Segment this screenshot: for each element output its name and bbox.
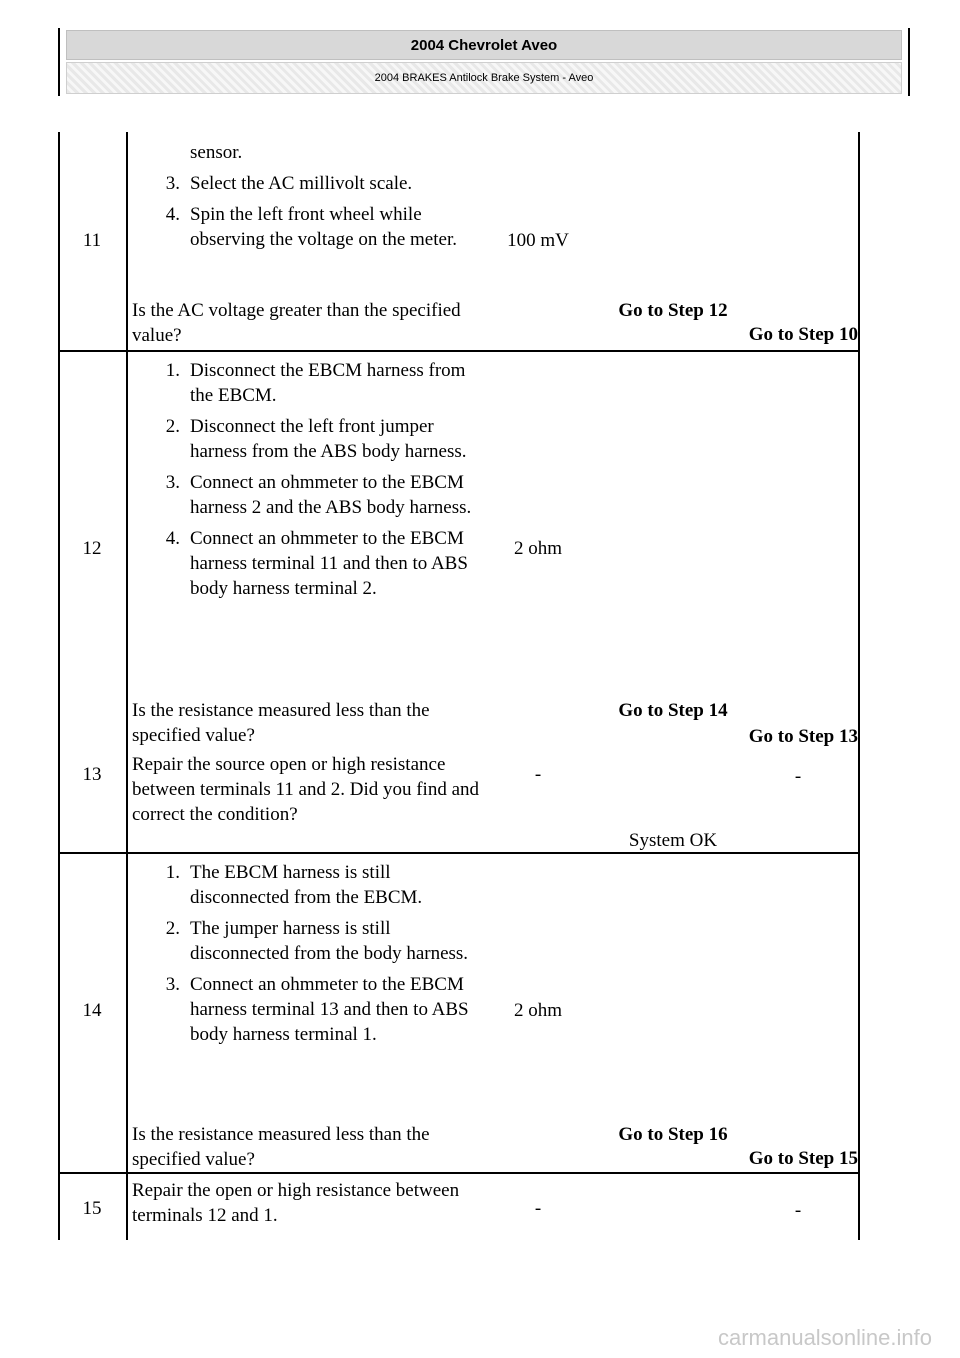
- action-item: 4. Spin the left front wheel while observing the voltage on the meter.: [165, 204, 457, 250]
- no-action: Go to Step 10: [748, 324, 858, 345]
- table-border-right: [858, 132, 860, 1240]
- action-item: 4. Connect an ohmmeter to the EBCM harness terminal 11 and then to ABS body harness terminal 2.: [165, 528, 468, 599]
- yes-action: Go to Step 14: [618, 700, 728, 721]
- action-list: [132, 860, 478, 1053]
- document-title: 2004 Chevrolet Aveo: [66, 30, 902, 60]
- action-item: 1. Disconnect the EBCM harness from the EBCM.: [165, 360, 466, 406]
- action-item: sensor.: [190, 142, 243, 163]
- yes-action: System OK: [628, 830, 718, 851]
- no-action: -: [794, 1200, 802, 1221]
- action-item: 3. Connect an ohmmeter to the EBCM harness terminal 13 and then to ABS body harness terminal 1.: [165, 974, 469, 1045]
- step-question: Is the AC voltage greater than the specified value?: [132, 300, 461, 346]
- action-list: [132, 140, 478, 258]
- step-number: 13: [82, 764, 102, 785]
- step-question: Is the resistance measured less than the specified value?: [132, 700, 430, 746]
- document-subtitle: 2004 BRAKES Antilock Brake System - Aveo: [66, 62, 902, 94]
- table-column-divider: [126, 132, 128, 1240]
- step-number: 15: [82, 1198, 102, 1219]
- step-number: 11: [82, 230, 102, 251]
- step-number: 14: [82, 1000, 102, 1021]
- step-question: Repair the open or high resistance between terminals 12 and 1.: [132, 1180, 460, 1226]
- action-item: 2. The jumper harness is still disconnected from the body harness.: [165, 918, 469, 964]
- spec-value: 2 ohm: [513, 538, 563, 559]
- spec-value: 2 ohm: [513, 1000, 563, 1021]
- no-action: -: [794, 766, 802, 787]
- table-border-left: [58, 132, 60, 1240]
- no-action: Go to Step 15: [748, 1148, 858, 1169]
- no-action: Go to Step 13: [748, 726, 858, 747]
- step-question: Repair the source open or high resistance between terminals 11 and 2. Did you find and correct the condition?: [132, 754, 480, 825]
- action-item: 3. Select the AC millivolt scale.: [165, 173, 413, 194]
- diagnostic-table: [58, 132, 860, 1240]
- watermark: carmanualsonline.info: [717, 1325, 932, 1350]
- yes-action: Go to Step 16: [618, 1124, 728, 1145]
- spec-value: -: [534, 1198, 542, 1219]
- spec-value: -: [534, 764, 542, 785]
- step-question: Is the resistance measured less than the specified value?: [132, 1124, 430, 1170]
- action-list: [132, 358, 478, 607]
- spec-value: 100 mV: [507, 230, 569, 251]
- action-item: 2. Disconnect the left front jumper harness from the ABS body harness.: [165, 416, 467, 462]
- document-header: [58, 28, 910, 96]
- action-item: 1. The EBCM harness is still disconnected from the EBCM.: [165, 862, 423, 908]
- yes-action: Go to Step 12: [618, 300, 728, 321]
- step-number: 12: [82, 538, 102, 559]
- row-divider: [58, 350, 860, 352]
- action-item: 3. Connect an ohmmeter to the EBCM harness 2 and the ABS body harness.: [165, 472, 472, 518]
- row-divider: [58, 1172, 860, 1174]
